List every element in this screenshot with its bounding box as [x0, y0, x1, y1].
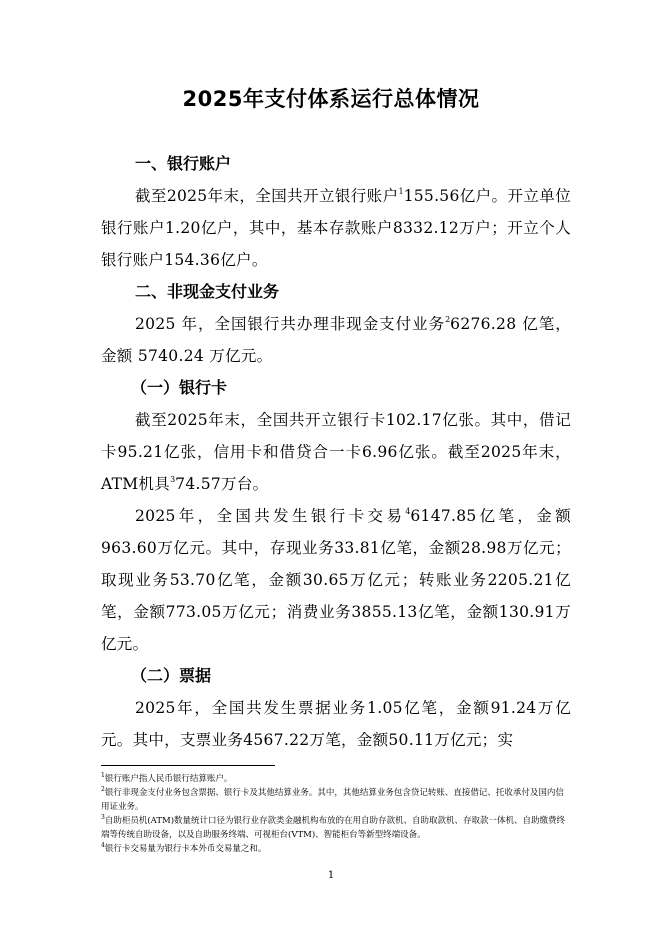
footnote-ref-1: 1 [398, 187, 404, 196]
footnote-ref-3: 3 [170, 475, 176, 484]
footnote-ref-4: 4 [405, 507, 411, 516]
subsection-heading-bills: （二）票据 [131, 666, 212, 685]
section-heading-noncash-payments: 二、非现金支付业务 [135, 282, 280, 301]
subsection-heading-bank-cards: （一）银行卡 [131, 378, 228, 397]
paragraph-bank-card-transactions: 2025年，全国共发生银行卡交易$^4$6147.85亿笔，金额963.60万亿元。其中，存现业务33.81亿笔，金额28.98万亿元；取现业务53.70亿笔，金额30.65万亿元；转账业务2205.21亿笔，金额773.05万亿元；消费业务3855.13亿笔，金额130.91万亿元。 [101, 507, 571, 653]
footnote-3: $^3$自助柜员机(ATM)数量统计口径为银行业存款类金融机构布放的在用自助存款机、自助取款机、存取款一体机、自助缴费终端等传统自助设备，以及自助服务终端、可视柜台(VTM)、智能柜台等新型终端设备。 [101, 814, 566, 840]
footnote-ref-2: 2 [445, 315, 451, 324]
footnote-divider [101, 765, 275, 766]
document-body [101, 148, 571, 756]
paragraph-bank-accounts: 截至2025年末，全国共开立银行账户$^1$155.56亿户。开立单位银行账户1.20亿户，其中，基本存款账户8332.12万户；开立个人银行账户154.36亿户。 [101, 187, 571, 269]
footnotes [101, 772, 571, 856]
footnote-1: $^1$银行账户指人民币银行结算账户。 [101, 772, 233, 784]
section-heading-bank-accounts: 一、银行账户 [135, 154, 232, 173]
page-title: 2025年支付体系运行总体情况 [182, 87, 480, 111]
footnote-4: $^4$银行卡交易量为银行卡本外币交易量之和。 [101, 842, 267, 854]
page-number: 1 [327, 870, 335, 881]
footnote-2: $^2$银行非现金支付业务包含票据、银行卡及其他结算业务。其中，其他结算业务包含贷记转账、直接借记、托收承付及国内信用证业务。 [101, 786, 564, 812]
paragraph-noncash-payments: 2025 年，全国银行共办理非现金支付业务$^2$6276.28 亿笔，金额 5740.24 万亿元。 [101, 315, 571, 365]
paragraph-bills: 2025年，全国共发生票据业务1.05亿笔，金额91.24万亿元。其中，支票业务4567.22万笔，金额50.11万亿元；实 [101, 699, 571, 749]
paragraph-bank-cards-count: 截至2025年末，全国共开立银行卡102.17亿张。其中，借记卡95.21亿张，信用卡和借贷合一卡6.96亿张。截至2025年末，ATM机具$^3$74.57万台。 [101, 411, 571, 493]
